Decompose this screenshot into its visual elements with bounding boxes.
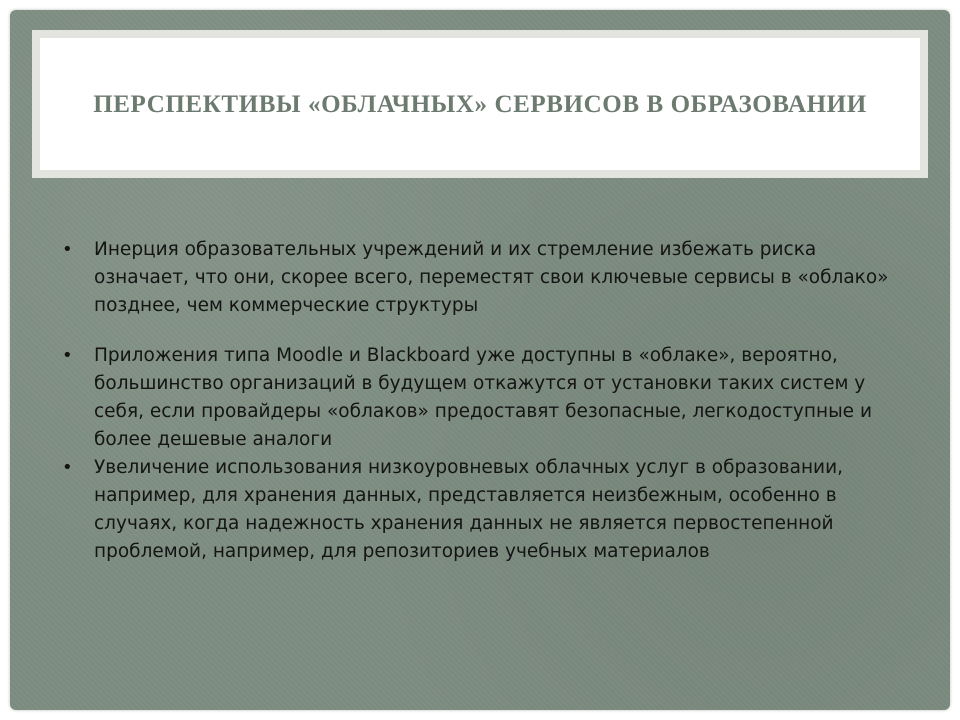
bullet-dot-icon: • — [62, 457, 73, 478]
bullet-dot-icon: • — [62, 345, 73, 366]
bullet-text-3: Увеличение использования низкоуровневых облачных услуг в образовании, например, для хранения данных, представляется неизбежным, особенно в случаях, когда надежность хранения данных не является первостепенной проблемой, например, для репозиториев учебных материалов — [94, 457, 843, 562]
bullet-text-2: Приложения типа Moodle и Blackboard уже доступны в «облаке», вероятно, большинство организаций в будущем откажутся от установки таких систем у себя, если провайдеры «облаков» предоставят безопасные, легкодоступные и более дешевые аналоги — [94, 345, 872, 450]
bullet-list — [58, 236, 898, 566]
bullet-item-2 — [58, 342, 898, 454]
bullet-dot-icon: • — [62, 239, 73, 260]
bullet-item-3 — [58, 454, 898, 566]
title-band — [32, 30, 928, 178]
bullet-text-1: Инерция образовательных учреждений и их стремление избежать риска означает, что они, скорее всего, переместят свои ключевые сервисы в «облако» позднее, чем коммерческие структуры — [94, 239, 889, 316]
bullet-item-1 — [58, 236, 898, 320]
content-area — [58, 236, 898, 566]
title-box — [40, 38, 920, 170]
slide-title: ПЕРСПЕКТИВЫ «ОБЛАЧНЫХ» СЕРВИСОВ В ОБРАЗОВАНИИ — [93, 90, 867, 118]
slide — [10, 10, 950, 710]
